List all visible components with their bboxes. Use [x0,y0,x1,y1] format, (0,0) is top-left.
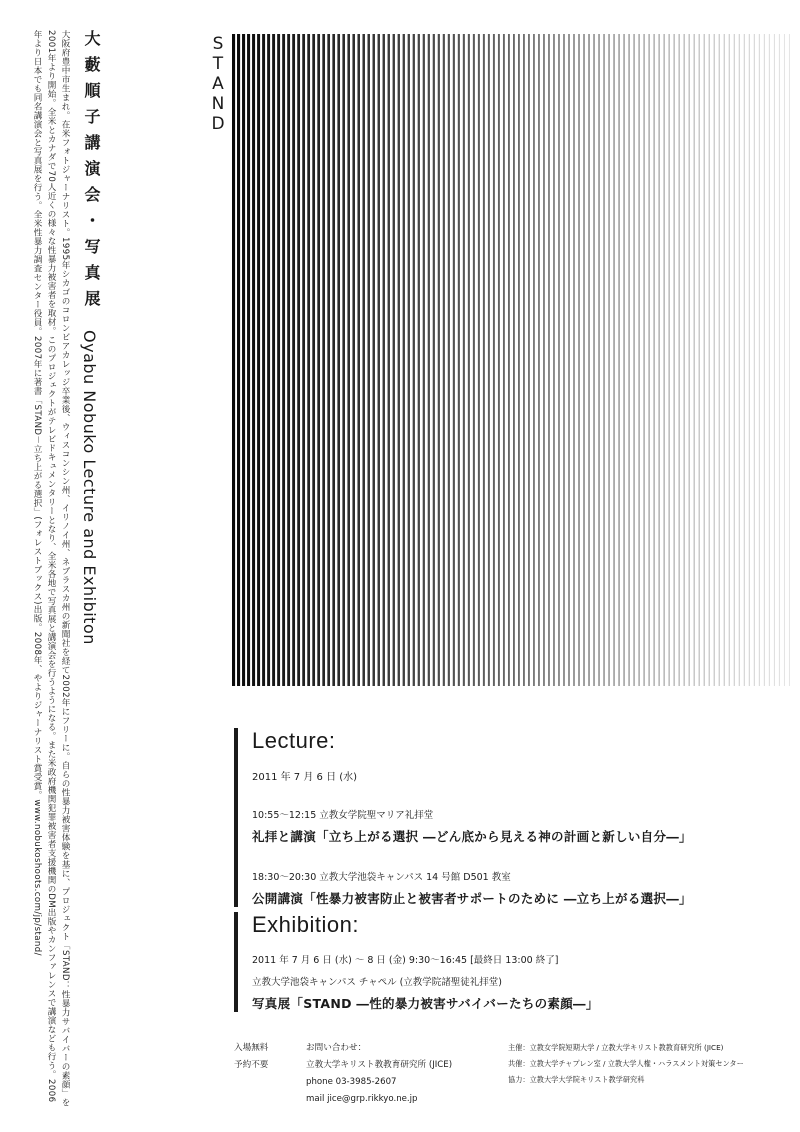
barcode-line [257,34,260,686]
lecture-event-2-time: 18:30～20:30 立教大学池袋キャンパス 14 号館 D501 教室 [252,872,511,883]
barcode-line [367,34,370,686]
barcode-line [613,34,614,686]
barcode-line [357,34,360,686]
exhibition-title: 写真展「STAND ―性的暴力被害サバイバーたちの素顔―」 [252,996,599,1011]
barcode-line [729,34,730,686]
barcode-line [473,34,475,686]
organizer-cohost: 共催：立教大学チャプレン室 / 立教大学人権・ハラスメント対策センター [508,1059,744,1068]
barcode-line [543,34,545,686]
stand-letter: T [212,54,224,74]
barcode-line [433,34,435,686]
barcode-line [583,34,585,686]
barcode-line [443,34,445,686]
barcode-line [623,34,624,686]
contact-org: 立教大学キリスト教教育研究所 (JICE) [306,1060,453,1070]
barcode-line [598,34,599,686]
barcode-line [327,34,330,686]
barcode-line [568,34,570,686]
barcode-line [704,34,705,686]
lecture-event-1-title: 礼拝と講演「立ち上がる選択 ―どん底から見える神の計画と新しい自分―」 [252,829,692,844]
barcode-line [503,34,505,686]
barcode-line [247,34,250,686]
barcode-line [654,34,655,686]
barcode-line [784,34,785,686]
barcode-line [628,34,629,686]
barcode-line [528,34,530,686]
barcode-line [317,34,320,686]
barcode-line [643,34,644,686]
barcode-line [322,34,325,686]
barcode-line [769,34,770,686]
admission-free: 入場無料 [234,1043,269,1053]
barcode-line [302,34,305,686]
barcode-line [593,34,594,686]
barcode-line [438,34,440,686]
barcode-line [378,34,380,686]
exhibition-date: 2011 年 7 月 6 日 (水) ～ 8 日 (金) 9:30～16:45 [最終日 13:00 終了] [252,955,559,966]
barcode-line [448,34,450,686]
barcode-line [588,34,590,686]
barcode-line [342,34,345,686]
barcode-line [398,34,400,686]
barcode-line [307,34,310,686]
barcode-line [558,34,560,686]
barcode-line [669,34,670,686]
barcode-line [518,34,520,686]
barcode-line [408,34,410,686]
organizer-host: 主催：立教女学院短期大学 / 立教大学キリスト教教育研究所 (JICE) [508,1043,724,1052]
barcode-line [734,34,735,686]
exhibition-heading: Exhibition: [252,912,360,937]
lecture-event-2-title: 公開講演「性暴力被害防止と被害者サポートのために ―立ち上がる選択―」 [252,891,692,906]
barcode-line [297,34,300,686]
barcode-line [383,34,385,686]
barcode-line [739,34,740,686]
barcode-line [312,34,315,686]
barcode-line [648,34,649,686]
barcode-line [744,34,745,686]
barcode-line [764,34,765,686]
barcode-line [337,34,340,686]
barcode-line [694,34,695,686]
barcode-line [724,34,725,686]
barcode-line [553,34,555,686]
barcode-line [287,34,290,686]
barcode-line [774,34,775,686]
barcode-line [508,34,510,686]
barcode-line [403,34,405,686]
barcode-line [488,34,490,686]
barcode-line [493,34,495,686]
barcode-line [237,34,240,686]
barcode-line [242,34,245,686]
no-reservation: 予約不要 [234,1060,269,1070]
barcode-line [352,34,355,686]
barcode-line [428,34,430,686]
exhibition-venue: 立教大学池袋キャンパス チャペル (立教学院諸聖徒礼拝堂) [252,977,503,988]
barcode-line [674,34,675,686]
stand-barcode-graphic [232,34,794,686]
barcode-line [373,34,375,686]
barcode-line [277,34,280,686]
barcode-line [533,34,535,686]
barcode-line [262,34,265,686]
barcode-line [709,34,710,686]
lecture-date: 2011 年 7 月 6 日 (水) [252,772,358,783]
barcode-line [453,34,455,686]
lecture-heading: Lecture: [252,728,336,753]
barcode-line [659,34,660,686]
barcode-line [282,34,285,686]
admission-info [234,1040,294,1074]
barcode-line [538,34,540,686]
barcode-line [418,34,420,686]
barcode-line [664,34,665,686]
barcode-line [714,34,715,686]
barcode-line [332,34,335,686]
barcode-line [463,34,465,686]
barcode-line [513,34,515,686]
barcode-line [478,34,480,686]
barcode-line [232,34,235,686]
barcode-line [759,34,760,686]
barcode-line [483,34,485,686]
organizer-info [508,1040,798,1088]
stand-vertical-word [209,34,227,134]
barcode-line [563,34,565,686]
contact-info [306,1040,496,1108]
barcode-line [292,34,295,686]
barcode-line [608,34,609,686]
exhibition-section [234,912,599,1012]
barcode-line [779,34,780,686]
barcode-line [272,34,275,686]
organizer-support: 協力：立教大学大学院キリスト教学研究科 [508,1075,645,1084]
contact-phone: phone 03-3985-2607 [306,1077,397,1087]
barcode-line [423,34,425,686]
barcode-line [789,34,790,686]
contact-label: お問い合わせ： [306,1043,367,1053]
barcode-line [719,34,720,686]
barcode-line [252,34,255,686]
barcode-line [458,34,460,686]
biography-text: 大阪府豊中市生まれ。在米フォトジャーナリスト。1995年シカゴのコロンビアカレッジ卒業後、ウィスコンシン州、イリノイ州、ネブラスカ州の新聞社を経て2002年にフリーに。自らの性暴力被害体験を基に、プロジェクト「STAND：性暴力サバイバーの素顔」を2001年より開始。全米とカナダで70人近くの様々な性暴力被害者を取材。このプロジェクトがテレビドキュメンタリーとなり、全米各地で写真展と講演会を行うようになる。また米政府機関犯罪被害者支援機関のDM出版やカンファレンスで講演なども行う。2006年より日本でも同名講演会と写真展を行う。全米性暴力調査センター役員。2007年に著書「STAND－立ち上がる選択」(フォレストブックス)出版。2008年、やよりジャーナリスト賞受賞。www.nobukoshoots.com/jp/stand/ [32,30,70,1107]
barcode-line [638,34,639,686]
lecture-event-1-time: 10:55～12:15 立教女学院聖マリア礼拝堂 [252,810,434,821]
barcode-line [548,34,550,686]
barcode-line [413,34,415,686]
barcode-line [618,34,619,686]
contact-mail[interactable]: mail jice@grp.rikkyo.ne.jp [306,1094,418,1104]
title-english: Oyabu Nobuko Lecture and Exhibiton [80,330,99,645]
lecture-section [234,728,692,907]
barcode-line [573,34,575,686]
stand-letter: D [211,114,225,134]
barcode-line [523,34,525,686]
barcode-line [684,34,685,686]
barcode-line [754,34,755,686]
barcode-line [498,34,500,686]
barcode-line [679,34,680,686]
title-japanese: 大藪順子講演会・写真展 [82,30,101,316]
barcode-line [267,34,270,686]
barcode-line [362,34,365,686]
barcode-line [347,34,350,686]
barcode-line [578,34,580,686]
stand-letter: N [211,94,225,114]
stand-letter: S [212,34,224,54]
barcode-line [689,34,690,686]
barcode-line [633,34,634,686]
barcode-line [749,34,750,686]
barcode-line [603,34,604,686]
stand-letter: A [212,74,224,94]
barcode-line [699,34,700,686]
barcode-line [468,34,470,686]
barcode-line [388,34,390,686]
barcode-line [393,34,395,686]
